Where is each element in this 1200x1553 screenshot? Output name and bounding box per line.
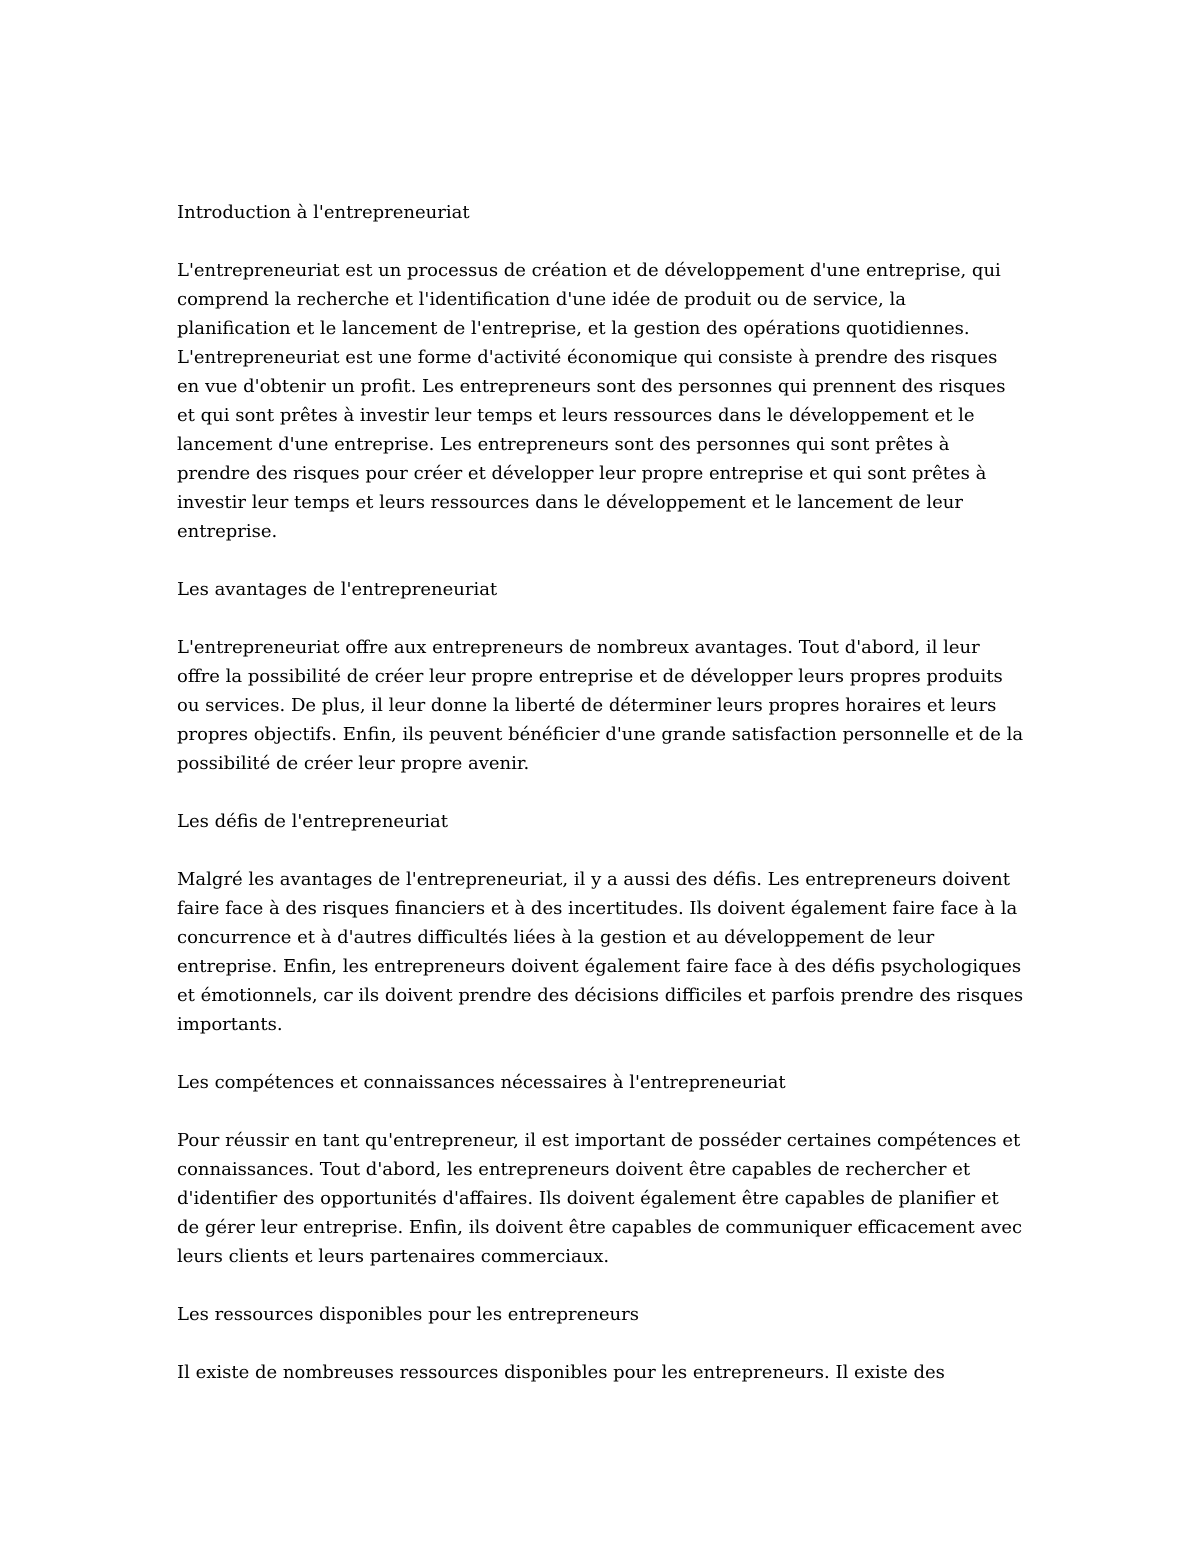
paragraph-line: leurs clients et leurs partenaires commerciaux. xyxy=(177,1246,610,1267)
paragraph-line: prendre des risques pour créer et développer leur propre entreprise et qui sont prêtes à xyxy=(177,463,987,484)
paragraph-line: Pour réussir en tant qu'entrepreneur, il est important de posséder certaines compétences et xyxy=(177,1130,1021,1151)
paragraph-competences xyxy=(177,1126,1037,1271)
paragraph-defis xyxy=(177,865,1037,1039)
paragraph-introduction xyxy=(177,256,1037,546)
paragraph-line: L'entrepreneuriat est une forme d'activité économique qui consiste à prendre des risques xyxy=(177,347,998,368)
document-body xyxy=(177,198,1037,1416)
paragraph-line: concurrence et à d'autres difficultés liées à la gestion et au développement de leur xyxy=(177,927,935,948)
paragraph-line: comprend la recherche et l'identification d'une idée de produit ou de service, la xyxy=(177,289,906,310)
paragraph-line: entreprise. Enfin, les entrepreneurs doivent également faire face à des défis psychologiques xyxy=(177,956,1022,977)
paragraph-line: et qui sont prêtes à investir leur temps et leurs ressources dans le développement et le xyxy=(177,405,975,426)
paragraph-line: et émotionnels, car ils doivent prendre des décisions difficiles et parfois prendre des risques xyxy=(177,985,1024,1006)
paragraph-line: entreprise. xyxy=(177,521,278,542)
paragraph-line: en vue d'obtenir un profit. Les entrepreneurs sont des personnes qui prennent des risques xyxy=(177,376,1006,397)
paragraph-line: investir leur temps et leurs ressources dans le développement et le lancement de leur xyxy=(177,492,963,513)
section-heading-defis: Les défis de l'entrepreneuriat xyxy=(177,811,448,832)
paragraph-line: planification et le lancement de l'entreprise, et la gestion des opérations quotidiennes. xyxy=(177,318,970,339)
section-heading-competences: Les compétences et connaissances nécessaires à l'entrepreneuriat xyxy=(177,1072,786,1093)
paragraph-avantages xyxy=(177,633,1037,778)
paragraph-line: d'identifier des opportunités d'affaires. Ils doivent également être capables de planifier et xyxy=(177,1188,999,1209)
paragraph-line: de gérer leur entreprise. Enfin, ils doivent être capables de communiquer efficacement avec xyxy=(177,1217,1023,1238)
paragraph-line: propres objectifs. Enfin, ils peuvent bénéficier d'une grande satisfaction personnelle et de la xyxy=(177,724,1024,745)
paragraph-line: L'entrepreneuriat offre aux entrepreneurs de nombreux avantages. Tout d'abord, il leur xyxy=(177,637,980,658)
paragraph-line: ou services. De plus, il leur donne la liberté de déterminer leurs propres horaires et leurs xyxy=(177,695,997,716)
section-heading-ressources: Les ressources disponibles pour les entrepreneurs xyxy=(177,1304,639,1325)
paragraph-line: offre la possibilité de créer leur propre entreprise et de développer leurs propres produits xyxy=(177,666,1003,687)
section-heading-avantages: Les avantages de l'entrepreneuriat xyxy=(177,579,498,600)
paragraph-line: faire face à des risques financiers et à des incertitudes. Ils doivent également faire face à la xyxy=(177,898,1018,919)
paragraph-line: importants. xyxy=(177,1014,283,1035)
paragraph-line: Il existe de nombreuses ressources disponibles pour les entrepreneurs. Il existe des xyxy=(177,1362,945,1383)
paragraph-line: lancement d'une entreprise. Les entrepreneurs sont des personnes qui sont prêtes à xyxy=(177,434,950,455)
paragraph-line: L'entrepreneuriat est un processus de création et de développement d'une entreprise, qui xyxy=(177,260,1001,281)
paragraph-line: Malgré les avantages de l'entrepreneuriat, il y a aussi des défis. Les entrepreneurs doivent xyxy=(177,869,1010,890)
paragraph-ressources xyxy=(177,1358,1037,1387)
paragraph-line: possibilité de créer leur propre avenir. xyxy=(177,753,530,774)
section-heading-introduction: Introduction à l'entrepreneuriat xyxy=(177,202,470,223)
paragraph-line: connaissances. Tout d'abord, les entrepreneurs doivent être capables de rechercher et xyxy=(177,1159,971,1180)
